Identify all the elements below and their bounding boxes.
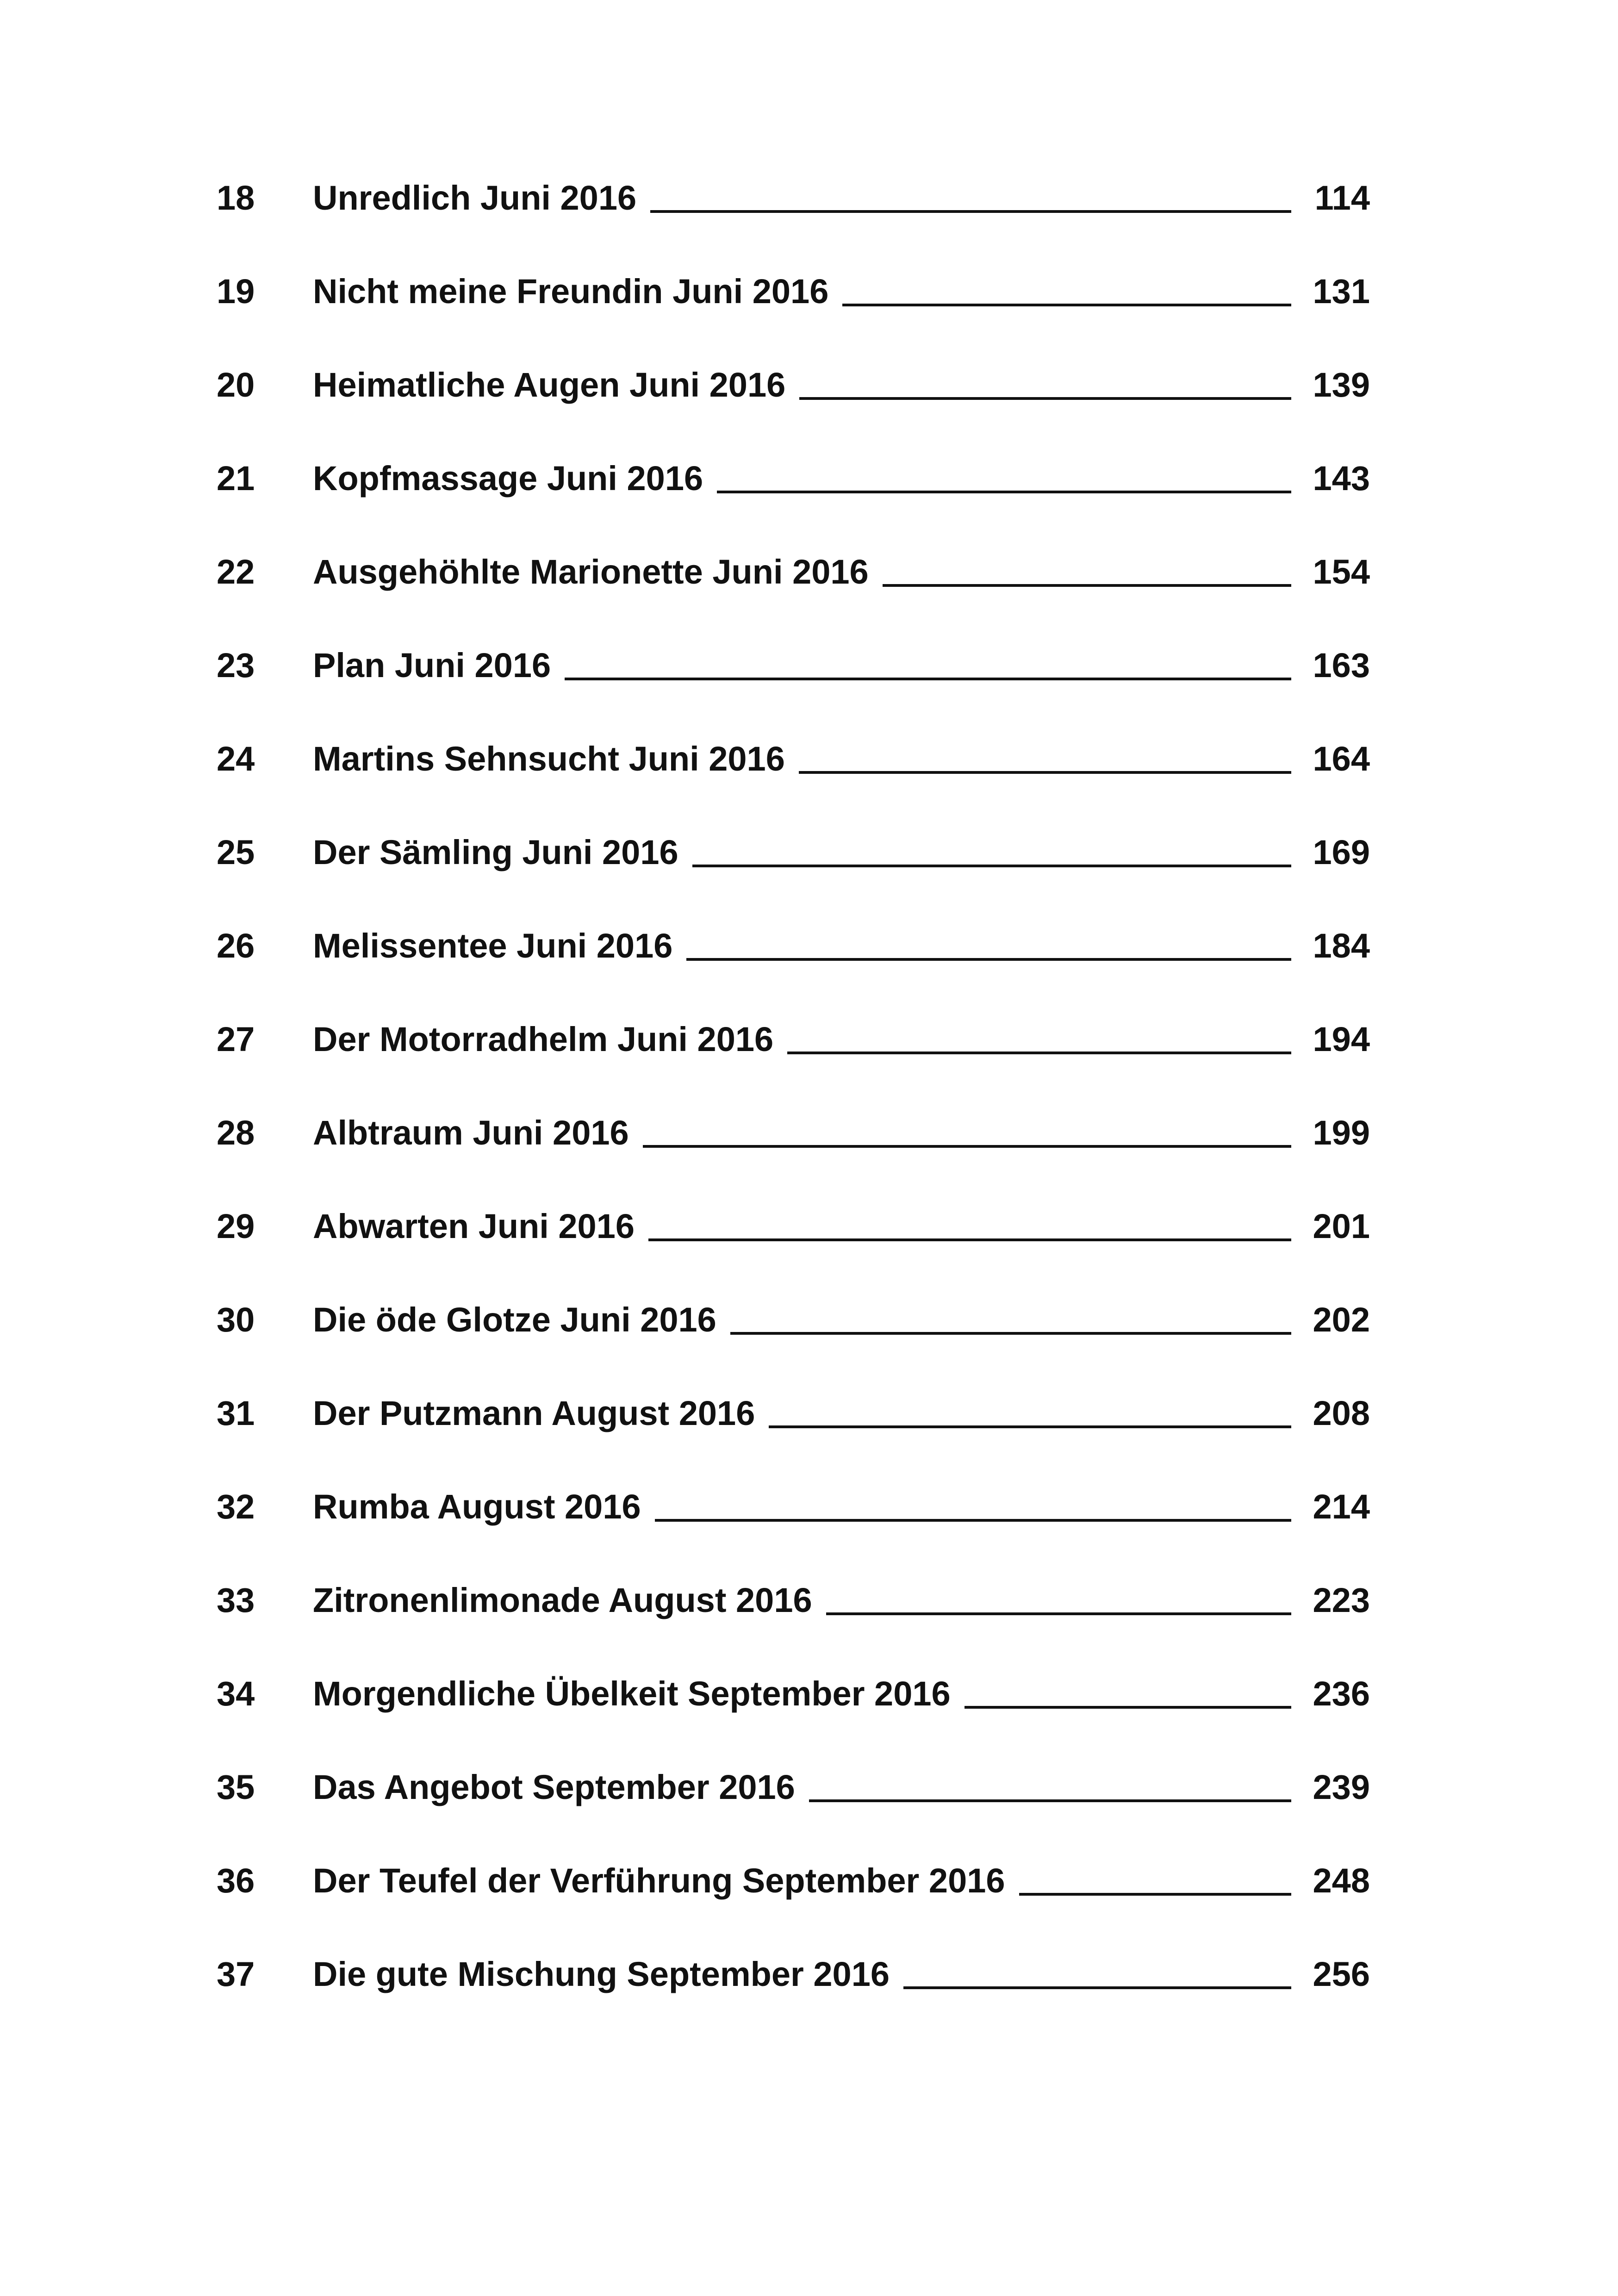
toc-entry[interactable] (0, 446, 1618, 511)
toc-entry[interactable] (0, 1101, 1618, 1165)
toc-entry-title: Martins Sehnsucht Juni 2016 (313, 727, 799, 791)
toc-entry[interactable] (0, 1848, 1618, 1913)
toc-entry-number: 36 (217, 1861, 255, 1900)
toc-entry-page: 199 (1313, 1114, 1370, 1152)
toc-entry-page: 208 (1313, 1394, 1370, 1432)
toc-entry[interactable] (0, 914, 1618, 978)
toc-entry-title: Unredlich Juni 2016 (313, 166, 650, 230)
toc-entry-page: 131 (1313, 272, 1370, 311)
toc-entry-page: 248 (1313, 1861, 1370, 1900)
toc-entry-page: 114 (1314, 179, 1370, 217)
toc-entry[interactable] (0, 1007, 1618, 1072)
toc-entry-page: 169 (1313, 833, 1370, 871)
toc-entry-page: 239 (1313, 1768, 1370, 1806)
toc-entry[interactable] (0, 1381, 1618, 1446)
toc-entry-number: 32 (217, 1487, 255, 1526)
toc-entry-title: Der Teufel der Verführung September 2016 (313, 1848, 1019, 1913)
toc-entry[interactable] (0, 353, 1618, 417)
toc-entry-title: Die gute Mischung September 2016 (313, 1942, 903, 2007)
toc-entry-number: 37 (217, 1955, 255, 1993)
toc-entry-number: 27 (217, 1020, 255, 1058)
toc-entry-number: 33 (217, 1581, 255, 1619)
toc-entry-title: Ausgehöhlte Marionette Juni 2016 (313, 540, 883, 604)
toc-entry-title: Nicht meine Freundin Juni 2016 (313, 259, 842, 324)
toc-entry-title: Morgendliche Übelkeit September 2016 (313, 1661, 965, 1726)
toc-entry-title: Plan Juni 2016 (313, 633, 565, 698)
toc-entry-number: 19 (217, 272, 255, 311)
toc-entry[interactable] (0, 166, 1618, 230)
toc-entry[interactable] (0, 1568, 1618, 1633)
toc-entry-page: 202 (1313, 1300, 1370, 1339)
toc-entry[interactable] (0, 633, 1618, 698)
toc-entry-page: 223 (1313, 1581, 1370, 1619)
toc-entry-title: Zitronenlimonade August 2016 (313, 1568, 826, 1633)
toc-entry-page: 143 (1313, 459, 1370, 498)
toc-entry[interactable] (0, 1194, 1618, 1259)
toc-entry[interactable] (0, 820, 1618, 885)
toc-entry[interactable] (0, 1942, 1618, 2007)
toc-entry-title: Das Angebot September 2016 (313, 1755, 809, 1820)
toc-entry-number: 24 (217, 740, 255, 778)
toc-entry-page: 214 (1313, 1487, 1370, 1526)
toc-entry[interactable] (0, 727, 1618, 791)
toc-entry-title: Der Putzmann August 2016 (313, 1381, 769, 1446)
toc-entry-number: 29 (217, 1207, 255, 1245)
toc-entry[interactable] (0, 1661, 1618, 1726)
toc-entry-title: Rumba August 2016 (313, 1475, 655, 1539)
toc-entry-number: 28 (217, 1114, 255, 1152)
toc-entry-number: 30 (217, 1300, 255, 1339)
toc-entry-number: 31 (217, 1394, 255, 1432)
toc-entry-title: Der Sämling Juni 2016 (313, 820, 692, 885)
toc-entry-page: 154 (1313, 553, 1370, 591)
toc-entry-title: Der Motorradhelm Juni 2016 (313, 1007, 787, 1072)
toc-entry[interactable] (0, 1475, 1618, 1539)
toc-entry-number: 20 (217, 366, 255, 404)
toc-entry-number: 23 (217, 646, 255, 684)
toc-entry-number: 21 (217, 459, 255, 498)
toc-entry-page: 256 (1313, 1955, 1370, 1993)
toc-entry-number: 34 (217, 1674, 255, 1713)
toc-entry-number: 35 (217, 1768, 255, 1806)
toc-entry[interactable] (0, 540, 1618, 604)
toc-entry-title: Heimatliche Augen Juni 2016 (313, 353, 799, 417)
toc-entry[interactable] (0, 1288, 1618, 1352)
toc-entry-title: Albtraum Juni 2016 (313, 1101, 643, 1165)
toc-entry-number: 22 (217, 553, 255, 591)
toc-entry-page: 184 (1313, 927, 1370, 965)
toc-entry[interactable] (0, 1755, 1618, 1820)
toc-entry-title: Die öde Glotze Juni 2016 (313, 1288, 730, 1352)
toc-entry-title: Abwarten Juni 2016 (313, 1194, 648, 1259)
toc-entry-page: 236 (1313, 1674, 1370, 1713)
toc-entry-number: 25 (217, 833, 255, 871)
toc-entry-number: 18 (217, 179, 255, 217)
toc-entry-number: 26 (217, 927, 255, 965)
toc-entry-title: Melissentee Juni 2016 (313, 914, 686, 978)
toc-entry-page: 194 (1313, 1020, 1370, 1058)
toc-entry-page: 164 (1313, 740, 1370, 778)
toc-entry-page: 139 (1313, 366, 1370, 404)
toc-entry-page: 163 (1313, 646, 1370, 684)
toc-entry-title: Kopfmassage Juni 2016 (313, 446, 717, 511)
toc-entry-page: 201 (1313, 1207, 1370, 1245)
toc-entry[interactable] (0, 259, 1618, 324)
